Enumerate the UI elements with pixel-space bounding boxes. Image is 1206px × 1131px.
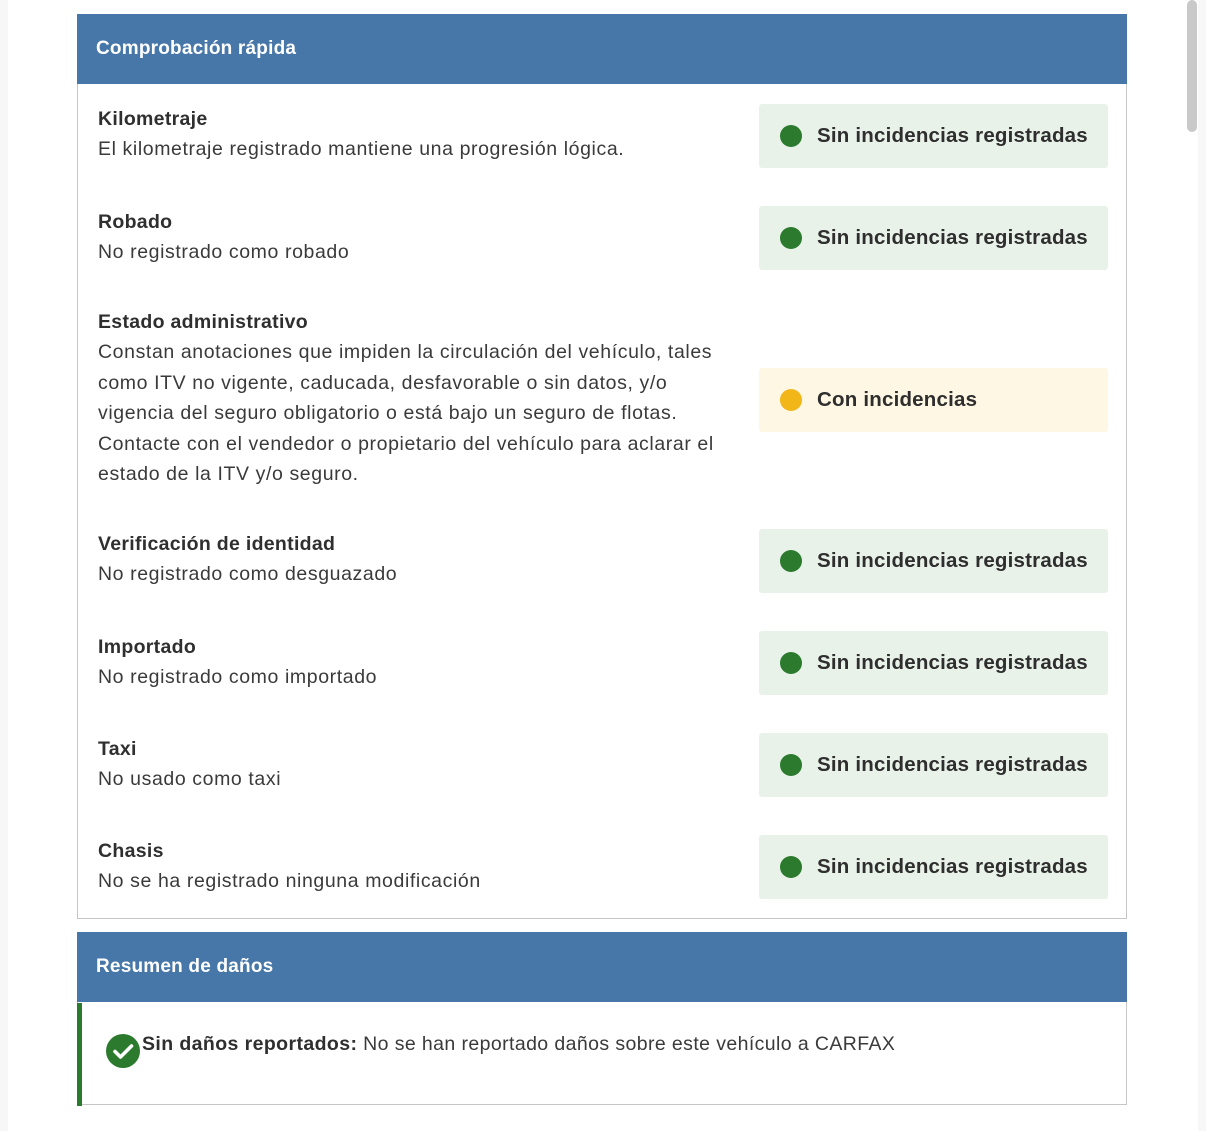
row-title: Verificación de identidad [98,533,336,555]
check-circle-icon [106,1034,140,1068]
row-description: No registrado como robado [98,241,350,263]
row-text [98,104,738,165]
row-text [98,836,738,897]
status-label: Sin incidencias registradas [817,124,1088,147]
status-label: Sin incidencias registradas [817,549,1088,572]
status-label: Sin incidencias registradas [817,651,1088,674]
row-title: Kilometraje [98,108,208,130]
scrollbar-thumb[interactable] [1187,0,1197,132]
row-title: Importado [98,636,197,658]
status-badge [759,206,1108,270]
status-badge [759,529,1108,593]
row-title: Chasis [98,840,164,862]
row-text [98,632,738,693]
status-label: Sin incidencias registradas [817,226,1088,249]
damage-summary-header: Resumen de daños [77,932,1127,1002]
row-description: Constan anotaciones que impiden la circulación del vehículo, tales como ITV no vigente, caducada, desfavorable o sin datos, y/o vigencia del seguro obligatorio o está bajo un seguro de flotas. Contacte con el vendedor o propietario del vehículo para aclarar el estado de la ITV y/o seguro. [98,341,714,485]
row-text [98,207,738,268]
row-description: No se ha registrado ninguna modificación [98,870,481,892]
row-title: Estado administrativo [98,311,309,333]
row-description: El kilometraje registrado mantiene una progresión lógica. [98,138,625,160]
row-title: Robado [98,211,173,233]
status-badge [759,368,1108,432]
row-description: No registrado como importado [98,666,378,688]
damage-summary-label: Sin daños reportados: [142,1033,358,1055]
row-description: No registrado como desguazado [98,563,398,585]
row-description: No usado como taxi [98,768,282,790]
row-title: Taxi [98,738,137,760]
status-dot-icon [780,550,802,572]
row-text [98,734,738,795]
quick-check-header: Comprobación rápida [77,14,1127,84]
damage-summary-body [77,1003,1127,1106]
damage-summary-panel [77,932,1127,1105]
quick-check-panel [77,14,1127,919]
status-dot-icon [780,125,802,147]
status-badge [759,835,1108,899]
status-badge [759,733,1108,797]
status-label: Con incidencias [817,388,978,411]
damage-summary-message: No se han reportado daños sobre este vehículo a CARFAX [363,1033,896,1055]
status-label: Sin incidencias registradas [817,753,1088,776]
row-text [98,307,738,490]
status-badge [759,104,1108,168]
status-badge [759,631,1108,695]
damage-summary-text [142,1029,895,1059]
status-dot-icon [780,856,802,878]
status-label: Sin incidencias registradas [817,855,1088,878]
status-dot-icon [780,227,802,249]
row-text [98,529,738,590]
status-dot-icon [780,652,802,674]
status-dot-icon [780,754,802,776]
status-dot-icon [780,389,802,411]
